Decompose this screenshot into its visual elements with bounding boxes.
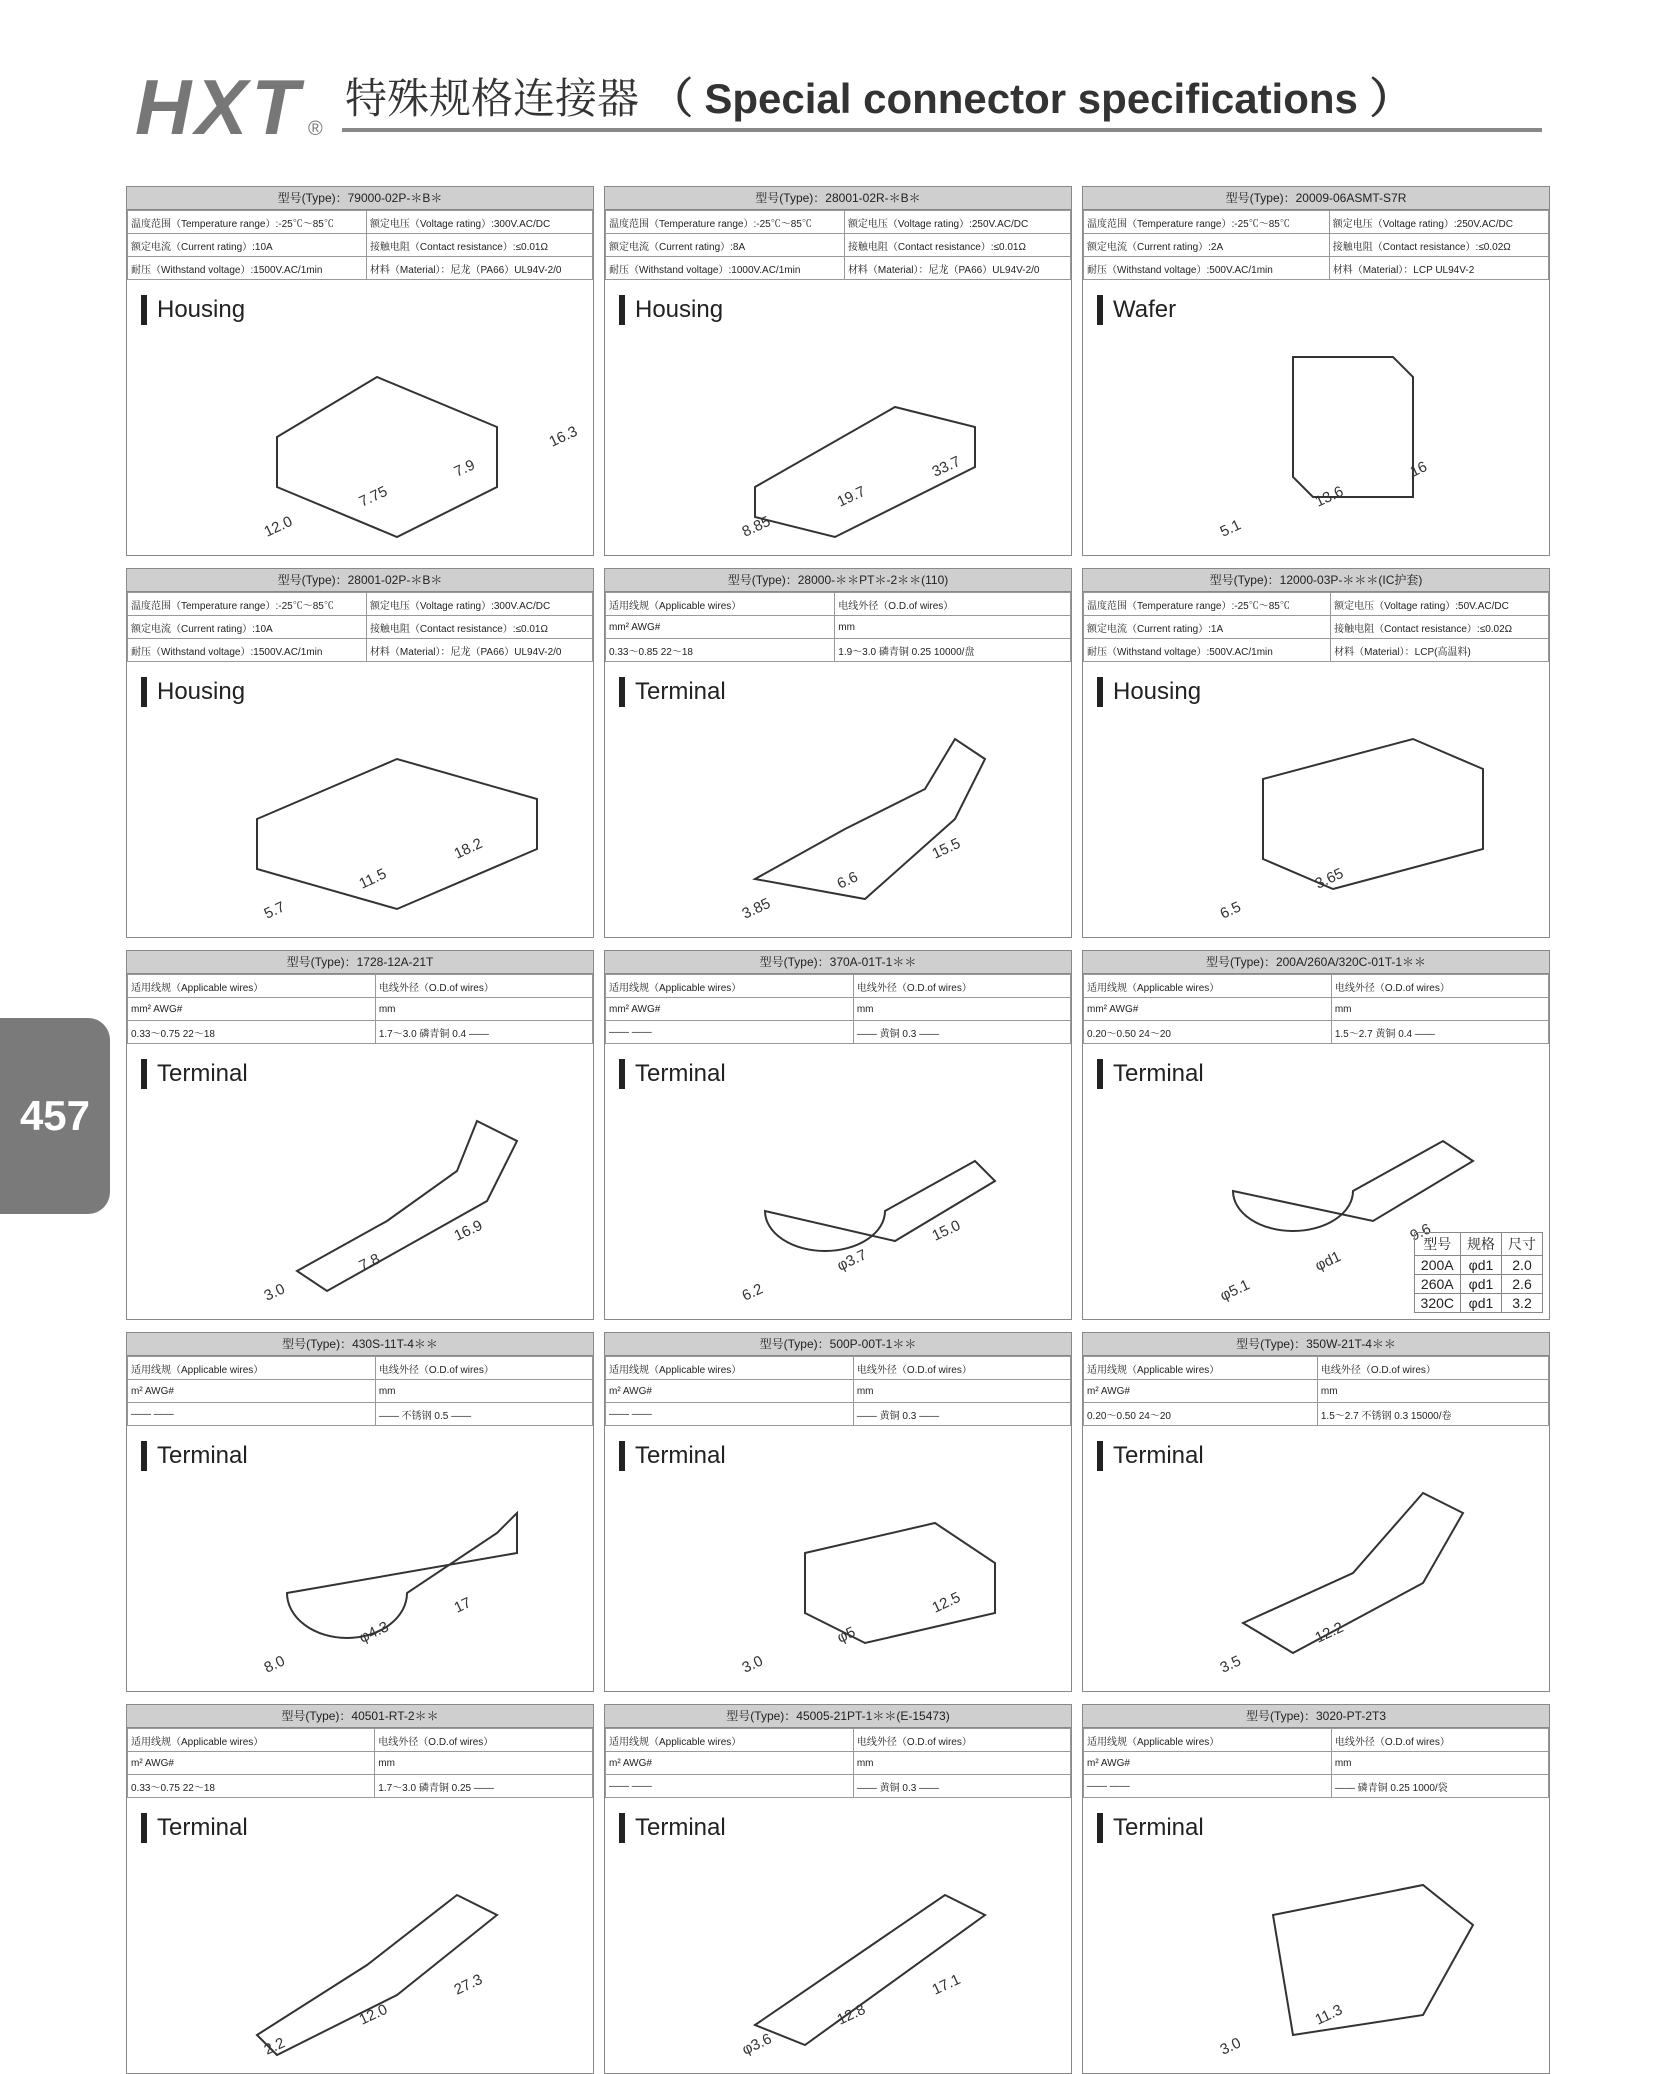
page-title-cn: 特殊规格连接器 — [345, 74, 640, 123]
spec-value: 0.33～0.75 22～18 — [128, 1775, 375, 1798]
spec-value: 耐压（Withstand voltage）:1000V.AC/1min — [606, 257, 845, 280]
dimension-label: 6.5 — [1217, 898, 1244, 923]
part-drawing — [695, 1081, 1035, 1311]
type-header: 型号(Type)：500P-00T-1＊＊ — [605, 1333, 1071, 1356]
spec-value: 0.33～0.75 22～18 — [128, 1021, 376, 1044]
dimension-label: 17 — [451, 1594, 474, 1617]
spec-value: 1.5～2.7 黄铜 0.4 —— — [1331, 1021, 1548, 1044]
spec-value: mm — [375, 1752, 593, 1775]
spec-value: 电线外径（O.D.of wires） — [853, 975, 1070, 998]
spec-table — [127, 1728, 593, 1798]
spec-value: m² AWG# — [606, 1380, 854, 1403]
spec-value: —— 不锈钢 0.5 —— — [375, 1403, 592, 1426]
dimension-label: 5.7 — [261, 898, 288, 923]
spec-value: —— 磷青铜 0.25 1000/袋 — [1331, 1775, 1548, 1798]
part-drawing — [217, 1081, 557, 1311]
spec-value: 适用线规（Applicable wires） — [606, 1357, 854, 1380]
registered-mark: ® — [308, 118, 323, 140]
type-header: 型号(Type)：45005-21PT-1＊＊(E-15473) — [605, 1705, 1071, 1728]
section-label: Terminal — [619, 1059, 726, 1089]
dimension-label: 17.1 — [929, 1970, 964, 1999]
dimension-label: φ5.1 — [1217, 1276, 1253, 1305]
spec-value: mm² AWG# — [1084, 998, 1332, 1021]
spec-value: 电线外径（O.D.of wires） — [1331, 975, 1548, 998]
part-drawing — [1173, 1835, 1513, 2065]
part-outline — [1263, 739, 1483, 889]
dimension-label: 12.2 — [1312, 1618, 1347, 1647]
spec-value: 耐压（Withstand voltage）:1500V.AC/1min — [128, 257, 367, 280]
size-table-cell: 320C — [1414, 1294, 1460, 1313]
dimension-label: 7.75 — [356, 482, 391, 511]
part-outline — [257, 759, 537, 909]
spec-value: mm² AWG# — [128, 998, 376, 1021]
section-label: Housing — [141, 677, 245, 707]
part-drawing — [217, 1453, 557, 1683]
title-rule — [342, 128, 1542, 132]
dimension-label: 11.5 — [356, 865, 390, 893]
spec-value: 适用线规（Applicable wires） — [1084, 1729, 1332, 1752]
section-label: Terminal — [141, 1059, 248, 1089]
dimension-label: 16.9 — [451, 1216, 486, 1245]
section-label: Terminal — [141, 1441, 248, 1471]
spec-value: 耐压（Withstand voltage）:1500V.AC/1min — [128, 639, 367, 662]
dimension-label: 27.3 — [451, 1970, 486, 1999]
size-table-cell: φd1 — [1461, 1294, 1502, 1313]
dimension-label: 8.0 — [261, 1652, 288, 1677]
spec-value: 电线外径（O.D.of wires） — [1317, 1357, 1548, 1380]
spec-table — [1083, 592, 1549, 662]
section-label: Wafer — [1097, 295, 1176, 325]
part-drawing — [217, 1835, 557, 2065]
spec-value: —— 黄铜 0.3 —— — [853, 1775, 1070, 1798]
spec-cell — [604, 950, 1072, 1320]
part-drawing — [695, 1453, 1035, 1683]
spec-value: 额定电流（Current rating）:1A — [1084, 616, 1331, 639]
size-table-cell: 2.6 — [1502, 1275, 1543, 1294]
spec-value: —— —— — [606, 1403, 854, 1426]
spec-value: 额定电流（Current rating）:10A — [128, 616, 367, 639]
spec-value: mm — [375, 1380, 592, 1403]
spec-value: mm — [853, 1752, 1070, 1775]
spec-cell — [1082, 186, 1550, 556]
page-title — [345, 66, 1412, 126]
dimension-label: 15.5 — [929, 834, 964, 863]
spec-cell — [126, 568, 594, 938]
spec-value: 电线外径（O.D.of wires） — [853, 1357, 1070, 1380]
spec-value: 温度范围（Temperature range）:-25℃～85℃ — [128, 211, 367, 234]
spec-value: 1.7～3.0 磷青铜 0.25 —— — [375, 1775, 593, 1798]
size-table-header: 规格 — [1461, 1233, 1502, 1256]
spec-cell — [1082, 950, 1550, 1320]
part-outline — [1243, 1493, 1463, 1653]
part-outline — [755, 739, 985, 899]
part-outline — [1233, 1141, 1473, 1231]
spec-value: 材料（Material）：LCP(高温料) — [1331, 639, 1549, 662]
spec-value: 1.7～3.0 磷青铜 0.4 —— — [375, 1021, 592, 1044]
size-table-cell: 260A — [1414, 1275, 1460, 1294]
spec-value: mm — [1331, 998, 1548, 1021]
spec-value: 电线外径（O.D.of wires） — [375, 1357, 592, 1380]
type-header: 型号(Type)：40501-RT-2＊＊ — [127, 1705, 593, 1728]
part-outline — [297, 1121, 517, 1291]
logo: HXT — [135, 63, 303, 151]
section-label: Terminal — [141, 1813, 248, 1843]
spec-value: 温度范围（Temperature range）:-25℃～85℃ — [606, 211, 845, 234]
spec-table — [127, 974, 593, 1044]
dimension-label: φ5 — [834, 1623, 859, 1647]
spec-value: 电线外径（O.D.of wires） — [375, 975, 592, 998]
part-drawing — [695, 699, 1035, 929]
section-label: Housing — [619, 295, 723, 325]
part-outline — [755, 1895, 985, 2045]
dimension-label: 7.8 — [356, 1250, 383, 1275]
spec-value: —— —— — [606, 1775, 854, 1798]
spec-value: 额定电压（Voltage rating）:300V.AC/DC — [366, 211, 592, 234]
spec-value: 适用线规（Applicable wires） — [128, 975, 376, 998]
dimension-label: 5.1 — [1217, 516, 1244, 541]
spec-value: 额定电压（Voltage rating）:250V.AC/DC — [1329, 211, 1548, 234]
dimension-label: 11.3 — [1312, 2001, 1346, 2029]
spec-value: mm — [853, 998, 1070, 1021]
dimension-label: 13.6 — [1312, 482, 1347, 511]
dimension-label: φ4.3 — [356, 1618, 392, 1647]
page-number-tab: 457 — [0, 1018, 110, 1214]
spec-value: mm² AWG# — [606, 998, 854, 1021]
type-header: 型号(Type)：28000-＊＊PT＊-2＊＊(110) — [605, 569, 1071, 592]
spec-value: 电线外径（O.D.of wires） — [1331, 1729, 1548, 1752]
dimension-label: 3.0 — [739, 1652, 766, 1677]
dimension-label: 2.2 — [261, 2034, 288, 2059]
spec-table — [605, 592, 1071, 662]
dimension-label: 33.7 — [929, 452, 964, 481]
spec-value: 耐压（Withstand voltage）:500V.AC/1min — [1084, 639, 1331, 662]
spec-cell — [126, 186, 594, 556]
dimension-label: 3.5 — [1217, 1652, 1244, 1677]
spec-cell — [126, 950, 594, 1320]
dimension-label: 9.6 — [1407, 1220, 1434, 1245]
size-table-header: 型号 — [1414, 1233, 1460, 1256]
dimension-label: φ3.7 — [834, 1246, 870, 1275]
spec-value: 接触电阻（Contact resistance）:≤0.01Ω — [366, 616, 592, 639]
part-drawing — [1173, 699, 1513, 929]
size-table-cell: 200A — [1414, 1256, 1460, 1275]
spec-value: 材料（Material）：尼龙（PA66）UL94V-2/0 — [844, 257, 1070, 280]
dimension-label: 3.65 — [1312, 864, 1347, 893]
spec-value: 适用线规（Applicable wires） — [606, 593, 835, 616]
spec-value: —— 黄铜 0.3 —— — [853, 1021, 1070, 1044]
part-outline — [765, 1161, 995, 1251]
dimension-label: 3.0 — [1217, 2034, 1244, 2059]
size-table-cell: φd1 — [1461, 1275, 1502, 1294]
part-outline — [287, 1513, 517, 1638]
spec-table — [1083, 974, 1549, 1044]
part-drawing — [217, 317, 581, 547]
spec-value: m² AWG# — [1084, 1380, 1318, 1403]
spec-value: 额定电流（Current rating）:2A — [1084, 234, 1330, 257]
spec-cell — [604, 1332, 1072, 1692]
spec-value: 适用线规（Applicable wires） — [128, 1357, 376, 1380]
spec-cell — [604, 1704, 1072, 2074]
section-label: Terminal — [1097, 1059, 1204, 1089]
spec-cell — [1082, 1332, 1550, 1692]
size-table-cell: φd1 — [1461, 1256, 1502, 1275]
spec-table — [1083, 1728, 1549, 1798]
type-header: 型号(Type)：3020-PT-2T3 — [1083, 1705, 1549, 1728]
spec-value: 温度范围（Temperature range）:-25℃～85℃ — [128, 593, 367, 616]
spec-value: mm — [1317, 1380, 1548, 1403]
spec-cell — [604, 186, 1072, 556]
spec-value: 1.5～2.7 不锈钢 0.3 15000/卷 — [1317, 1403, 1548, 1426]
spec-value: m² AWG# — [128, 1752, 375, 1775]
dimension-label: 16 — [1407, 458, 1430, 481]
spec-value: 0.20～0.50 24～20 — [1084, 1021, 1332, 1044]
spec-value: 额定电压（Voltage rating）:300V.AC/DC — [366, 593, 592, 616]
spec-table — [127, 1356, 593, 1426]
section-label: Terminal — [1097, 1813, 1204, 1843]
spec-table — [605, 1356, 1071, 1426]
part-outline — [1293, 357, 1413, 497]
spec-value: 额定电流（Current rating）:10A — [128, 234, 367, 257]
spec-value: m² AWG# — [1084, 1752, 1332, 1775]
section-label: Housing — [1097, 677, 1201, 707]
spec-table — [605, 1728, 1071, 1798]
page-title-en: （ Special connector specifications ） — [650, 75, 1412, 122]
spec-cell — [1082, 568, 1550, 938]
spec-value: 耐压（Withstand voltage）:500V.AC/1min — [1084, 257, 1330, 280]
type-header: 型号(Type)：12000-03P-＊＊＊(IC护套) — [1083, 569, 1549, 592]
spec-value: 材料（Material）：尼龙（PA66）UL94V-2/0 — [366, 257, 592, 280]
spec-value: 电线外径（O.D.of wires） — [835, 593, 1071, 616]
spec-value: 材料（Material）：尼龙（PA66）UL94V-2/0 — [366, 639, 592, 662]
spec-value: 额定电流（Current rating）:8A — [606, 234, 845, 257]
type-header: 型号(Type)：350W-21T-4＊＊ — [1083, 1333, 1549, 1356]
part-drawing — [695, 1835, 1035, 2065]
dimension-label: 3.0 — [261, 1280, 288, 1305]
spec-value: 1.9～3.0 磷青铜 0.25 10000/盘 — [835, 639, 1071, 662]
spec-value: 接触电阻（Contact resistance）:≤0.01Ω — [366, 234, 592, 257]
type-header: 型号(Type)：28001-02P-＊B＊ — [127, 569, 593, 592]
type-header: 型号(Type)：430S-11T-4＊＊ — [127, 1333, 593, 1356]
section-label: Housing — [141, 295, 245, 325]
part-drawing — [217, 699, 557, 929]
size-table-cell: 3.2 — [1502, 1294, 1543, 1313]
dimension-label: 19.7 — [834, 482, 869, 511]
type-header: 型号(Type)：79000-02P-＊B＊ — [127, 187, 593, 210]
spec-value: 额定电压（Voltage rating）:250V.AC/DC — [844, 211, 1070, 234]
spec-value: 0.20～0.50 24～20 — [1084, 1403, 1318, 1426]
size-table — [1414, 1232, 1543, 1313]
spec-value: —— —— — [128, 1403, 376, 1426]
spec-value: 接触电阻（Contact resistance）:≤0.01Ω — [844, 234, 1070, 257]
spec-cell — [604, 568, 1072, 938]
type-header: 型号(Type)：20009-06ASMT-S7R — [1083, 187, 1549, 210]
spec-value: mm — [375, 998, 592, 1021]
spec-value: 适用线规（Applicable wires） — [606, 975, 854, 998]
dimension-label: φ3.6 — [739, 2030, 775, 2059]
spec-value: m² AWG# — [606, 1752, 854, 1775]
dimension-label: 6.6 — [834, 868, 861, 893]
dimension-label: 3.85 — [739, 894, 774, 923]
type-header: 型号(Type)：200A/260A/320C-01T-1＊＊ — [1083, 951, 1549, 974]
spec-value: 适用线规（Applicable wires） — [606, 1729, 854, 1752]
spec-cell — [126, 1704, 594, 2074]
dimension-label: 12.0 — [356, 2000, 391, 2029]
part-outline — [257, 1895, 497, 2055]
spec-value: 0.33～0.85 22～18 — [606, 639, 835, 662]
dimension-label: φd1 — [1312, 1248, 1344, 1275]
spec-value: mm — [853, 1380, 1070, 1403]
spec-table — [1083, 1356, 1549, 1426]
spec-value: mm — [1331, 1752, 1548, 1775]
spec-value: 电线外径（O.D.of wires） — [375, 1729, 593, 1752]
size-table-cell: 2.0 — [1502, 1256, 1543, 1275]
part-outline — [1273, 1885, 1473, 2035]
spec-table — [127, 592, 593, 662]
spec-value: mm² AWG# — [606, 616, 835, 639]
spec-table — [1083, 210, 1549, 280]
part-outline — [805, 1523, 995, 1643]
spec-value: 接触电阻（Contact resistance）:≤0.02Ω — [1331, 616, 1549, 639]
spec-table — [605, 210, 1071, 280]
spec-table — [127, 210, 593, 280]
spec-value: 适用线规（Applicable wires） — [1084, 1357, 1318, 1380]
spec-value: 适用线规（Applicable wires） — [1084, 975, 1332, 998]
dimension-label: 12.0 — [261, 512, 296, 541]
type-header: 型号(Type)：1728-12A-21T — [127, 951, 593, 974]
spec-value: 额定电压（Voltage rating）:50V.AC/DC — [1331, 593, 1549, 616]
size-table-header: 尺寸 — [1502, 1233, 1543, 1256]
spec-value: 接触电阻（Contact resistance）:≤0.02Ω — [1329, 234, 1548, 257]
spec-value: 电线外径（O.D.of wires） — [853, 1729, 1070, 1752]
spec-cell — [1082, 1704, 1550, 2074]
section-label: Terminal — [619, 677, 726, 707]
spec-value: —— —— — [1084, 1775, 1332, 1798]
spec-value: —— —— — [606, 1021, 854, 1044]
part-drawing — [695, 317, 1035, 547]
dimension-label: 12.5 — [929, 1588, 964, 1617]
type-header: 型号(Type)：370A-01T-1＊＊ — [605, 951, 1071, 974]
part-drawing — [1173, 317, 1513, 547]
dimension-label: 18.2 — [451, 834, 486, 863]
spec-value: 温度范围（Temperature range）:-25℃～85℃ — [1084, 593, 1331, 616]
spec-cell — [126, 1332, 594, 1692]
spec-value: mm — [835, 616, 1071, 639]
part-outline — [277, 377, 497, 537]
dimension-label: 8.85 — [739, 512, 774, 541]
spec-value: —— 黄铜 0.3 —— — [853, 1403, 1070, 1426]
dimension-label: 15.0 — [929, 1216, 964, 1245]
section-label: Terminal — [619, 1441, 726, 1471]
dimension-label: 7.9 — [451, 456, 478, 481]
section-label: Terminal — [1097, 1441, 1204, 1471]
part-drawing — [1173, 1453, 1513, 1683]
dimension-label: 6.2 — [739, 1280, 766, 1305]
spec-value: m² AWG# — [128, 1380, 376, 1403]
spec-value: 材料（Material）：LCP UL94V-2 — [1329, 257, 1548, 280]
spec-value: 适用线规（Applicable wires） — [128, 1729, 375, 1752]
spec-table — [605, 974, 1071, 1044]
type-header: 型号(Type)：28001-02R-＊B＊ — [605, 187, 1071, 210]
dimension-label: 16.3 — [546, 422, 581, 451]
spec-value: 温度范围（Temperature range）:-25℃～85℃ — [1084, 211, 1330, 234]
section-label: Terminal — [619, 1813, 726, 1843]
dimension-label: 12.8 — [834, 2000, 869, 2029]
